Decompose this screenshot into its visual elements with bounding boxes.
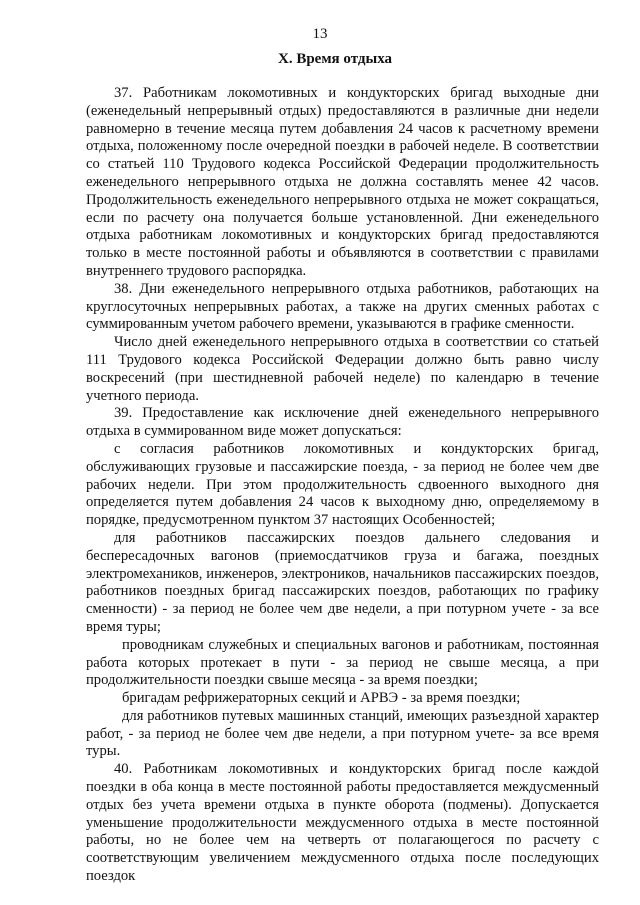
paragraph-39-conductors: проводникам служебных и специальных вагонов и работникам, постоянная работа которых протекает в пути - за период не свыше месяца, а при продолжительности поездки свыше месяца - за время поездки; (86, 636, 599, 689)
paragraph-38: 38. Дни еженедельного непрерывного отдыха работников, работающих на круглосуточных непрерывных работах, а также на других сменных работах с суммированным учетом рабочего времени, указываются в графике сменности. (86, 280, 599, 333)
paragraph-37: 37. Работникам локомотивных и кондукторских бригад выходные дни (еженедельный непрерывный отдых) предоставляются в различные дни недели равномерно в течение месяца путем добавления 24 часов к расчетному времени отдыха, положенному после очередной поездки в рабочей неделе. В соответствии со статьей 110 Трудового кодекса Российской Федерации продолжительность еженедельного непрерывного отдыха не должна составлять менее 42 часов. Продолжительность еженедельного непрерывного отдыха не может сокращаться, если по расчету она получается больше установленной. Дни еженедельного отдыха работникам локомотивных и кондукторских бригад предоставляются только в месте постоянной работы и объявляются в соответствии с правилами внутреннего трудового распорядка. (86, 85, 599, 279)
section-heading: X. Время отдыха (278, 51, 392, 67)
paragraph-39-refrigerator: бригадам рефрижераторных секций и АРВЭ - за время поездки; (122, 690, 521, 707)
paragraph-38-days: Число дней еженедельного непрерывного отдыха в соответствии со статьей 111 Трудового кодекса Российской Федерации должно быть равно числу воскресений (при шестидневной рабочей неделе) по календарю в течение учетного периода. (86, 334, 599, 404)
page-number: 13 (312, 26, 328, 42)
paragraph-39-passenger: для работников пассажирских поездов дальнего следования и беспересадочных вагонов (приемосдатчиков груза и багажа, поездных электромехаников, инженеров, электроников, начальников пассажирских поездов, работников поездных бригад пассажирских поездов, работающих по графику сменности) - за период не более чем две недели, а при потурном учете - за все время туры; (86, 529, 599, 635)
paragraph-39-crews: с согласия работников локомотивных и кондукторских бригад, обслуживающих грузовые и пассажирские поезда, - за период не более чем две рабочих недели. При этом продолжительность сдвоенного выходного дня определяется путем добавления 24 часов к выходному дню, определяемому в порядке, предусмотренном пунктом 37 настоящих Особенностей; (86, 440, 599, 529)
document-body (86, 85, 599, 886)
paragraph-39-track: для работников путевых машинных станций, имеющих разъездной характер работ, - за период не более чем две недели, а при потурном учете- за все время туры. (86, 707, 599, 760)
paragraph-39: 39. Предоставление как исключение дней еженедельного непрерывного отдыха в суммированном виде может допускаться: (86, 405, 599, 440)
paragraph-40: 40. Работникам локомотивных и кондукторских бригад после каждой поездки в оба конца в месте постоянной работы предоставляется междусменный отдых без учета времени отдыха в пункте оборота (подмены). Допускается уменьшение продолжительности междусменного отдыха в месте постоянной работы, но не более чем на четверть от полагающегося по расчету с соответствующим увеличением междусменного отдыха после последующих поездок (86, 761, 599, 885)
